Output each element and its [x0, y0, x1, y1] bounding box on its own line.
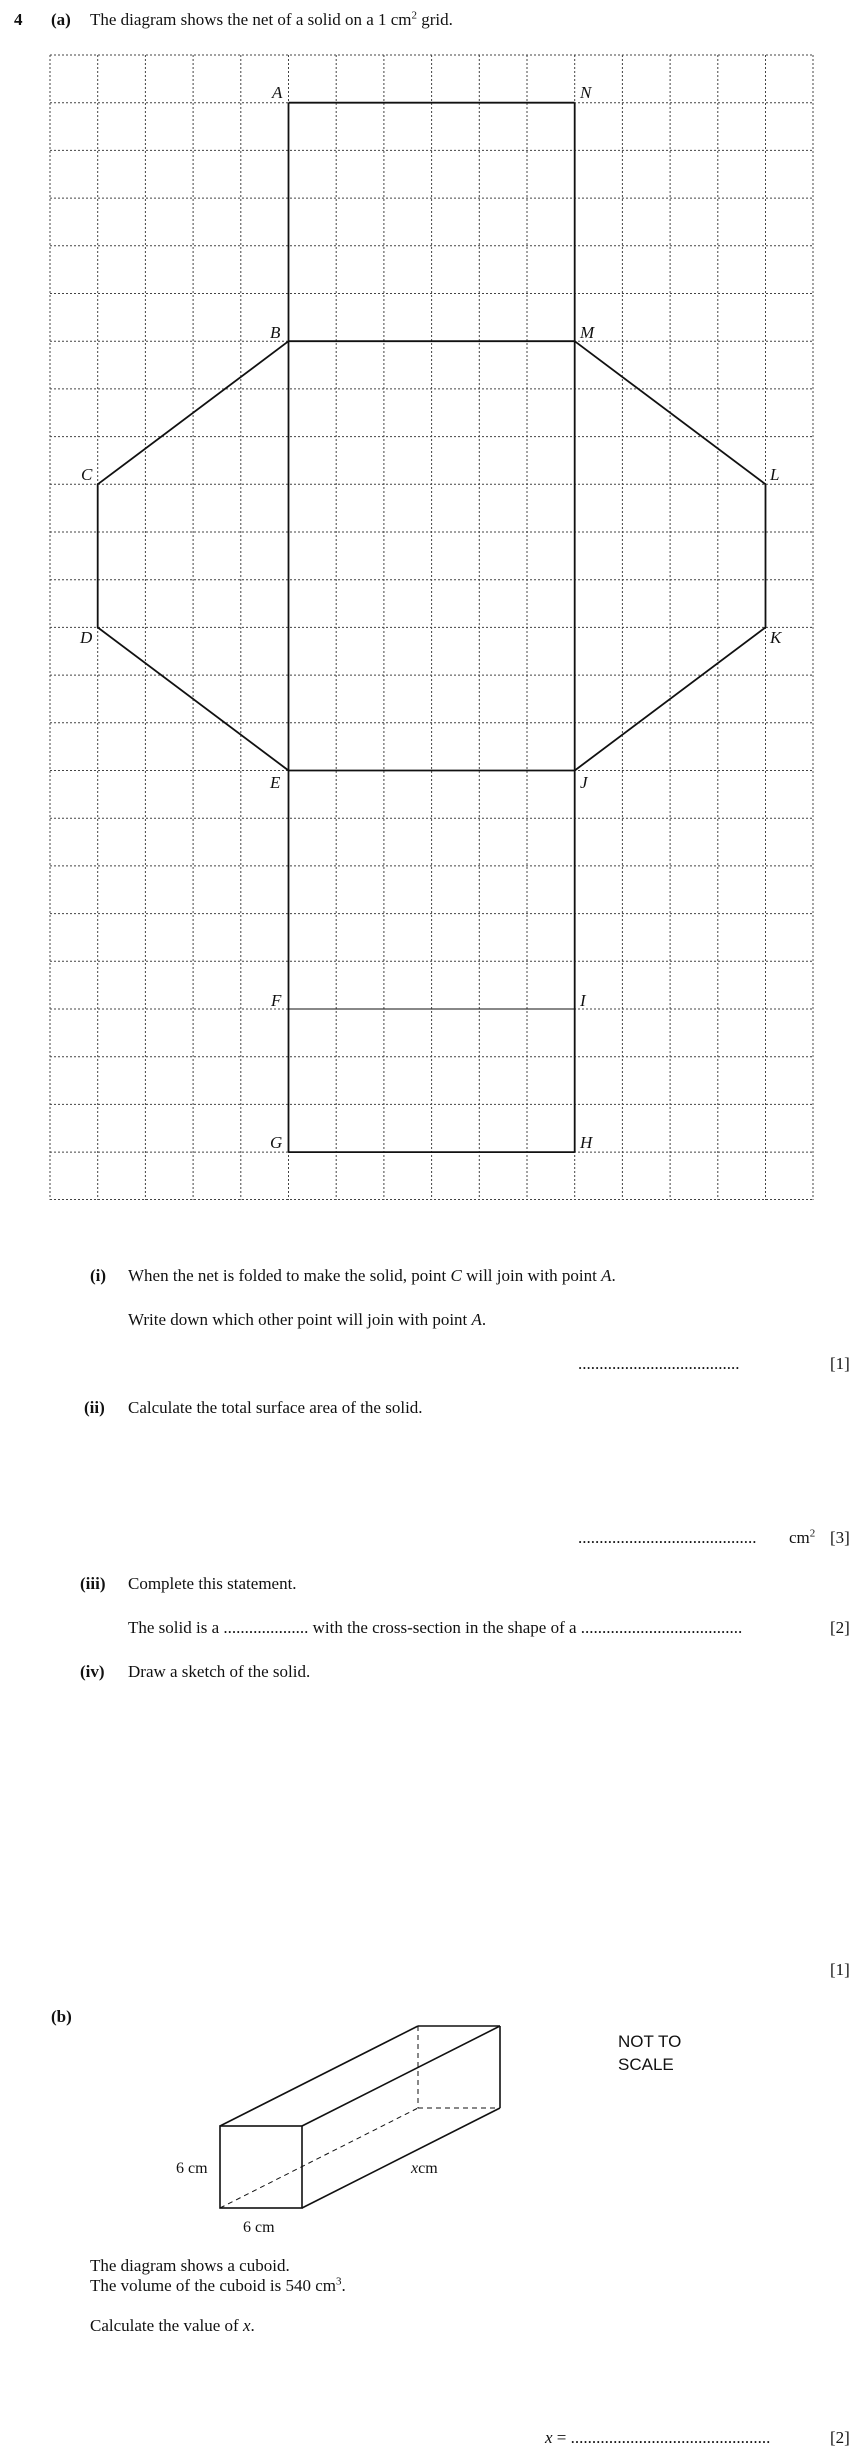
part-b-instruction: Calculate the value of x.: [90, 2316, 255, 2335]
part-i-text: When the net is folded to make the solid, point C will join with point A.: [128, 1266, 616, 1285]
dim-height-label: 6 cm: [176, 2160, 208, 2177]
part-iii-blank-solid[interactable]: ....................: [223, 1618, 309, 1637]
part-iv-marks: [1]: [830, 1960, 850, 1979]
part-iii-blank-shape[interactable]: ......................................: [580, 1618, 743, 1637]
point-label-e: E: [270, 773, 281, 792]
point-label-m: M: [580, 323, 595, 342]
part-b-marks: [2]: [830, 2428, 850, 2447]
point-label-b: B: [270, 323, 281, 342]
cuboid-edge: [220, 2026, 418, 2126]
part-iii-label: (iii): [80, 1574, 106, 1593]
point-label-d: D: [80, 628, 93, 647]
part-b-answer: x = ...............................................: [545, 2428, 771, 2447]
point-label-l: L: [770, 465, 780, 484]
dim-width-label: 6 cm: [243, 2219, 275, 2236]
part-ii-label: (ii): [84, 1398, 105, 1417]
part-ii-marks: [3]: [830, 1528, 850, 1547]
point-label-g: G: [270, 1133, 283, 1152]
point-label-k: K: [770, 628, 782, 647]
part-iv-label: (iv): [80, 1662, 105, 1681]
part-i-marks: [1]: [830, 1354, 850, 1373]
part-ii-text: Calculate the total surface area of the solid.: [128, 1398, 423, 1417]
not-to-scale-line2: SCALE: [618, 2055, 674, 2074]
part-b-answer-line[interactable]: ...............................................: [570, 2428, 771, 2447]
point-label-j: J: [580, 773, 588, 792]
part-i-answer-line[interactable]: ......................................: [578, 1354, 740, 1373]
point-label-c: C: [81, 465, 93, 484]
point-label-i: I: [580, 991, 586, 1010]
not-to-scale-line1: NOT TO: [618, 2032, 682, 2051]
net-diagram: [0, 0, 853, 1200]
part-iii-text: Complete this statement.: [128, 1574, 297, 1593]
cuboid-diagram: [0, 2000, 853, 2240]
part-a-intro: The diagram shows the net of a solid on a 1 $cm^2$ grid.: [90, 9, 453, 29]
question-number: 4: [14, 10, 23, 29]
point-label-f: F: [271, 991, 282, 1010]
part-iii-statement: The solid is a .................... with the cross-section in the shape of a ......................................: [128, 1618, 743, 1637]
part-b-line2: The volume of the cuboid is 540 $cm^3$.: [90, 2275, 346, 2295]
point-label-h: H: [580, 1133, 593, 1152]
part-b-line1: The diagram shows a cuboid.: [90, 2256, 290, 2275]
cuboid-edge: [302, 2108, 500, 2208]
cuboid-front-face: [220, 2126, 302, 2208]
part-ii-unit: $cm^2$: [789, 1527, 816, 1547]
part-iii-marks: [2]: [830, 1618, 850, 1637]
part-ii-answer-line[interactable]: ..........................................: [578, 1528, 757, 1547]
cuboid-edge: [302, 2026, 500, 2126]
part-a-label: (a): [51, 10, 71, 29]
point-label-a: A: [272, 83, 283, 102]
part-iv-text: Draw a sketch of the solid.: [128, 1662, 311, 1681]
grid: [50, 55, 813, 1200]
cuboid-hidden-edge: [220, 2108, 418, 2208]
dim-length-label: xcm: [411, 2160, 438, 2177]
sketch-area[interactable]: [128, 1695, 808, 1945]
part-b-label: (b): [51, 2007, 72, 2026]
point-label-n: N: [580, 83, 592, 102]
part-i-instruction: Write down which other point will join with point A.: [128, 1310, 487, 1329]
part-i-label: (i): [90, 1266, 107, 1285]
